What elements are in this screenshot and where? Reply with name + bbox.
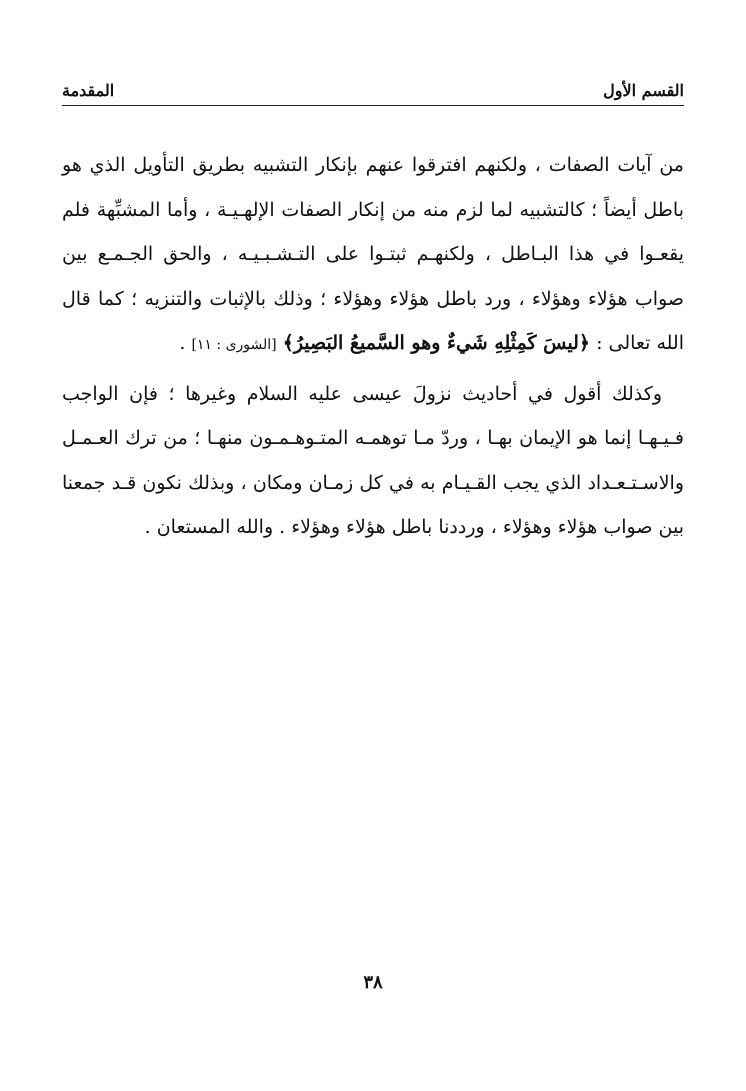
paragraph-1-text: من آيات الصفات ، ولكنهم افترقوا عنهم بإنكار التشبيه بطريق التأويل الذي هو باطل أيضاً ؛ كالتشبيه لما لزم منه من إنكار الصفات الإلهـيـة ، وأما المشبِّهة فلم يقعـوا في هذا البـاطل ، ولكنهـم ثبتـوا على التـشـبـيـه ، والحق الجـمـع بين صواب هؤلاء وهؤلاء ، ورد باطل هؤلاء وهؤلاء ؛ وذلك بالإثبات والتنزيه ؛ كما قال الله تعالى :	[62, 154, 684, 354]
paragraph-2: وكذلك أقول في أحاديث نزولَ عيسى عليه السلام وغيرها ؛ فإن الواجب فـيـهـا إنما هو الإيمان بهـا ، وردّ مـا توهمـه المتـوهـمـون منهـا ؛ من ترك العـمـل والاسـتـعـداد الذي يجب القـيـام به في كل زمـان ومكان ، وبذلك نكون قـد جمعنا بين صواب هؤلاء وهؤلاء ، ورددنا باطل هؤلاء وهؤلاء . والله المستعان .	[62, 382, 684, 538]
paragraph-1-end: .	[179, 332, 192, 354]
quran-verse: ﴿ليسَ كَمِثْلِهِ شَيءٌ وهو السَّميعُ البَصِيرُ﴾	[282, 332, 591, 354]
chapter-title: المقدمة	[62, 81, 115, 100]
page-number: ٣٨	[363, 972, 383, 993]
verse-citation: [الشورى : ١١]	[191, 337, 277, 353]
body-text	[62, 143, 684, 550]
running-header	[62, 68, 684, 100]
paragraph-1	[62, 143, 684, 368]
header-divider	[62, 105, 684, 106]
section-title: القسم الأول	[603, 81, 684, 100]
